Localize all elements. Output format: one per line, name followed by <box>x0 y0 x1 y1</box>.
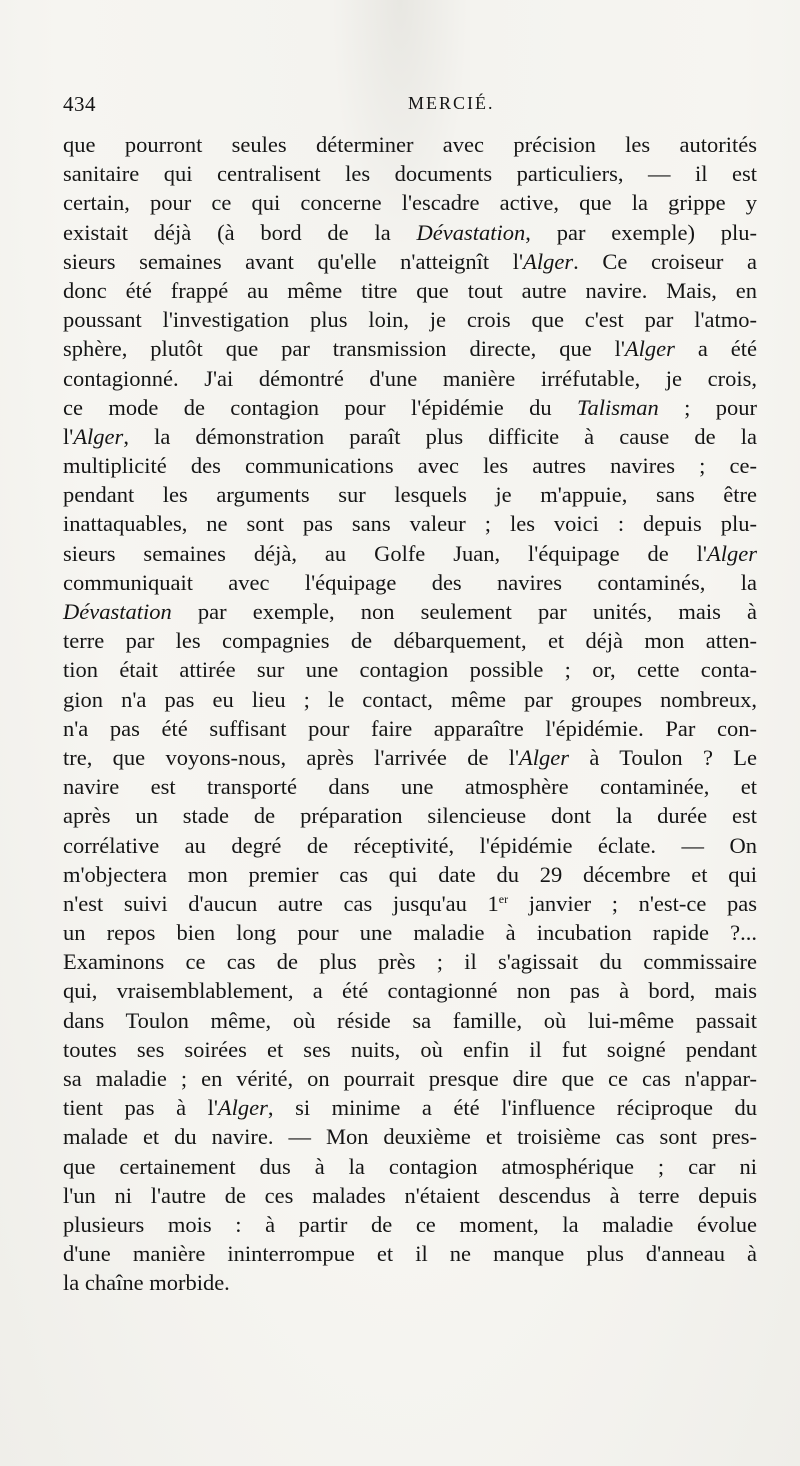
text-run: sphère, plutôt que par transmission directe, que l' <box>63 336 625 362</box>
text-run: que pourront seules déterminer avec précision les autorités <box>63 132 757 157</box>
text-line <box>63 947 757 976</box>
italic-text: Talisman <box>577 394 659 420</box>
text-run: pendant les arguments sur lesquels je m'appuie, sans être <box>63 482 757 508</box>
text-line <box>63 772 757 801</box>
page-header <box>63 92 753 120</box>
text-line <box>63 1152 757 1181</box>
text-line <box>63 626 757 655</box>
text-run: un repos bien long pour une maladie à incubation rapide ?... <box>63 920 757 946</box>
text-line <box>63 714 757 743</box>
page-number: 434 <box>63 92 96 116</box>
body-text <box>63 130 757 1298</box>
text-run: sanitaire qui centralisent les documents particuliers, — il est <box>63 161 757 187</box>
text-run: gion n'a pas eu lieu ; le contact, même par groupes nombreux, <box>63 686 757 712</box>
text-run: par exemple, non seulement par unités, mais à <box>171 599 757 624</box>
text-line <box>63 597 757 626</box>
text-line <box>63 860 757 889</box>
text-line <box>63 276 757 305</box>
text-run: d'une manière ininterrompue et il ne manque plus d'anneau à <box>63 1241 757 1267</box>
text-line <box>63 568 757 597</box>
italic-text: Alger <box>73 423 124 449</box>
text-run: Examinons ce cas de plus près ; il s'agissait du commissaire <box>63 949 757 975</box>
text-line <box>63 685 757 714</box>
text-line <box>63 1122 757 1151</box>
text-run: plusieurs mois : à partir de ce moment, la maladie évolue <box>63 1211 757 1237</box>
running-head: MERCIÉ. <box>408 93 495 113</box>
text-line <box>63 188 757 217</box>
text-run: navire est transporté dans une atmosphère contaminée, et <box>63 774 757 800</box>
text-line <box>63 831 757 860</box>
text-run: ; pour <box>658 394 758 420</box>
text-line <box>63 1035 757 1064</box>
text-line <box>63 1064 757 1093</box>
text-run: à Toulon ? Le <box>569 744 757 770</box>
text-line <box>63 334 757 363</box>
text-run: certain, pour ce qui concerne l'escadre active, que la grippe y <box>63 190 757 216</box>
text-run: tient pas à l' <box>63 1095 218 1121</box>
text-run: corrélative au degré de réceptivité, l'épidémie éclate. — On <box>63 832 757 858</box>
text-line <box>63 1093 757 1122</box>
text-run: la chaîne morbide. <box>63 1270 230 1296</box>
text-line <box>63 159 757 188</box>
text-line <box>63 1239 757 1268</box>
italic-text: Alger <box>217 1095 268 1121</box>
text-run: a été <box>674 336 757 362</box>
text-run: inattaquables, ne sont pas sans valeur ; les voici : depuis plu- <box>63 511 757 537</box>
text-run: poussant l'investigation plus loin, je crois que c'est par l'atmo- <box>63 307 757 333</box>
text-run: , par exemple) plu- <box>525 219 758 245</box>
text-run: après un stade de préparation silencieuse dont la durée est <box>63 803 757 829</box>
text-run: ce mode de contagion pour l'épidémie du <box>63 394 578 420</box>
text-run: contagionné. J'ai démontré d'une manière irréfutable, je crois, <box>63 365 757 391</box>
text-line <box>63 1268 757 1297</box>
text-line <box>63 539 757 568</box>
text-run: donc été frappé au même titre que tout autre navire. Mais, en <box>63 277 757 303</box>
text-line <box>63 1006 757 1035</box>
text-line <box>63 1210 757 1239</box>
text-run: l'un ni l'autre de ces malades n'étaient descendus à terre depuis <box>63 1182 757 1208</box>
text-line <box>63 801 757 830</box>
text-line <box>63 393 757 422</box>
text-run: n'a pas été suffisant pour faire apparaître l'épidémie. Par con- <box>63 715 757 741</box>
text-run: . Ce croiseur a <box>573 248 758 274</box>
text-line <box>63 364 757 393</box>
text-run: m'objectera mon premier cas qui date du 29 décembre et qui <box>63 861 757 887</box>
text-run: tion était attirée sur une contagion possible ; or, cette conta- <box>63 657 757 683</box>
italic-text: Alger <box>707 540 757 566</box>
text-line <box>63 218 757 247</box>
text-line <box>63 509 757 538</box>
text-run: , si minime a été l'influence réciproque du <box>267 1095 757 1121</box>
italic-text: Alger <box>519 744 570 770</box>
text-run: sa maladie ; en vérité, on pourrait presque dire que ce cas n'appar- <box>63 1066 757 1091</box>
superscript-text: er <box>498 891 509 906</box>
text-run: que certainement dus à la contagion atmosphérique ; car ni <box>63 1153 757 1179</box>
text-run: n'est suivi d'aucun autre cas jusqu'au 1 <box>63 890 499 916</box>
text-line <box>63 305 757 334</box>
text-run: toutes ses soirées et ses nuits, où enfin il fut soigné pendant <box>63 1036 757 1062</box>
text-line <box>63 422 757 451</box>
text-run: janvier ; n'est-ce pas <box>508 890 757 916</box>
text-run: communiquait avec l'équipage des navires contaminés, la <box>63 569 757 595</box>
italic-text: Dévastation <box>63 599 172 624</box>
text-line <box>63 451 757 480</box>
text-run: dans Toulon même, où réside sa famille, où lui-même passait <box>63 1007 757 1033</box>
text-line <box>63 247 757 276</box>
italic-text: Dévastation <box>416 219 526 245</box>
text-run: sieurs semaines déjà, au Golfe Juan, l'équipage de l' <box>63 540 707 566</box>
text-run: multiplicité des communications avec les autres navires ; ce- <box>63 453 757 479</box>
text-run: tre, que voyons-nous, après l'arrivée de l' <box>63 744 520 770</box>
italic-text: Alger <box>624 336 675 362</box>
text-run: existait déjà (à bord de la <box>63 219 417 245</box>
text-run: qui, vraisemblablement, a été contagionné non pas à bord, mais <box>63 978 757 1004</box>
text-line <box>63 918 757 947</box>
text-run: l' <box>63 423 74 449</box>
text-line <box>63 976 757 1005</box>
text-line <box>63 889 757 918</box>
text-run: malade et du navire. — Mon deuxième et troisième cas sont pres- <box>63 1124 757 1150</box>
text-line <box>63 743 757 772</box>
text-line <box>63 655 757 684</box>
text-run: , la démonstration paraît plus difficite à cause de la <box>123 423 757 449</box>
text-run: sieurs semaines avant qu'elle n'atteignît l' <box>63 248 524 274</box>
text-line <box>63 1181 757 1210</box>
text-line <box>63 480 757 509</box>
italic-text: Alger <box>523 248 574 274</box>
text-line <box>63 130 757 159</box>
text-run: terre par les compagnies de débarquement, et déjà mon atten- <box>63 628 757 654</box>
